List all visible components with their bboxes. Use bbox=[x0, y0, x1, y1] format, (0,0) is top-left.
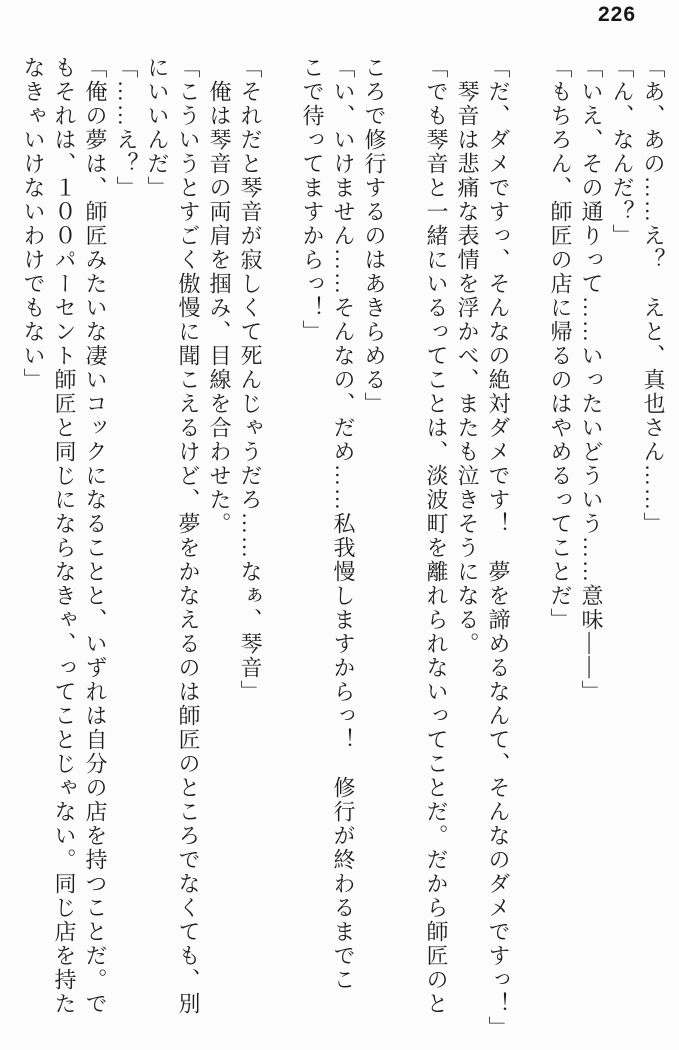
page-number: 226 bbox=[598, 3, 637, 26]
text-line: 「いえ、その通りって……いったいどういう……意味――」 bbox=[579, 56, 604, 704]
text-line: もそれは、１００パーセント師匠と同じにならなきゃ、ってことじゃない。同じ店を持た bbox=[52, 56, 77, 1016]
text-line: 「い、いけません……そんなの、だめ……私我慢しますからっ！ 修行が終わるまでこ bbox=[331, 56, 356, 992]
text-line: 「でも琴音と一緒にいるってことは、淡波町を離れられないってことだ。だから師匠のと bbox=[424, 56, 449, 1016]
text-line: ころで修行するのはあきらめる」 bbox=[362, 56, 387, 416]
text-line: 「だ、ダメですっ、そんなの絶対ダメです！ 夢を諦めるなんて、そんなのダメですっ！」 bbox=[486, 56, 511, 1040]
text-line: 「あ、あの……え？ えと、真也さん……」 bbox=[641, 56, 666, 536]
text-line: こで待ってますからっ！」 bbox=[300, 56, 325, 344]
text-line: 「……え？」 bbox=[114, 56, 139, 200]
text-line: 「俺の夢は、師匠みたいな凄いコックになることと、いずれは自分の店を持つことだ。で bbox=[83, 56, 108, 1016]
page-text bbox=[18, 56, 669, 1044]
text-line: 「それだと琴音が寂しくて死んじゃうだろ……なぁ、琴音」 bbox=[238, 56, 263, 704]
text-line: にいいんだ」 bbox=[145, 56, 170, 200]
text-line: 「ん、なんだ？」 bbox=[610, 56, 635, 248]
text-line: 琴音は悲痛な表情を浮かべ、またも泣きそうになる。 bbox=[455, 56, 480, 656]
text-line: 「こういうとすごく傲慢に聞こえるけど、夢をかなえるのは師匠のところでなくても、別 bbox=[176, 56, 201, 1016]
text-line: 俺は琴音の両肩を掴み、目線を合わせた。 bbox=[207, 56, 232, 536]
text-line: なきゃいけないわけでもない」 bbox=[21, 56, 46, 392]
text-line: 「もちろん、師匠の店に帰るのはやめるってことだ」 bbox=[548, 56, 573, 632]
